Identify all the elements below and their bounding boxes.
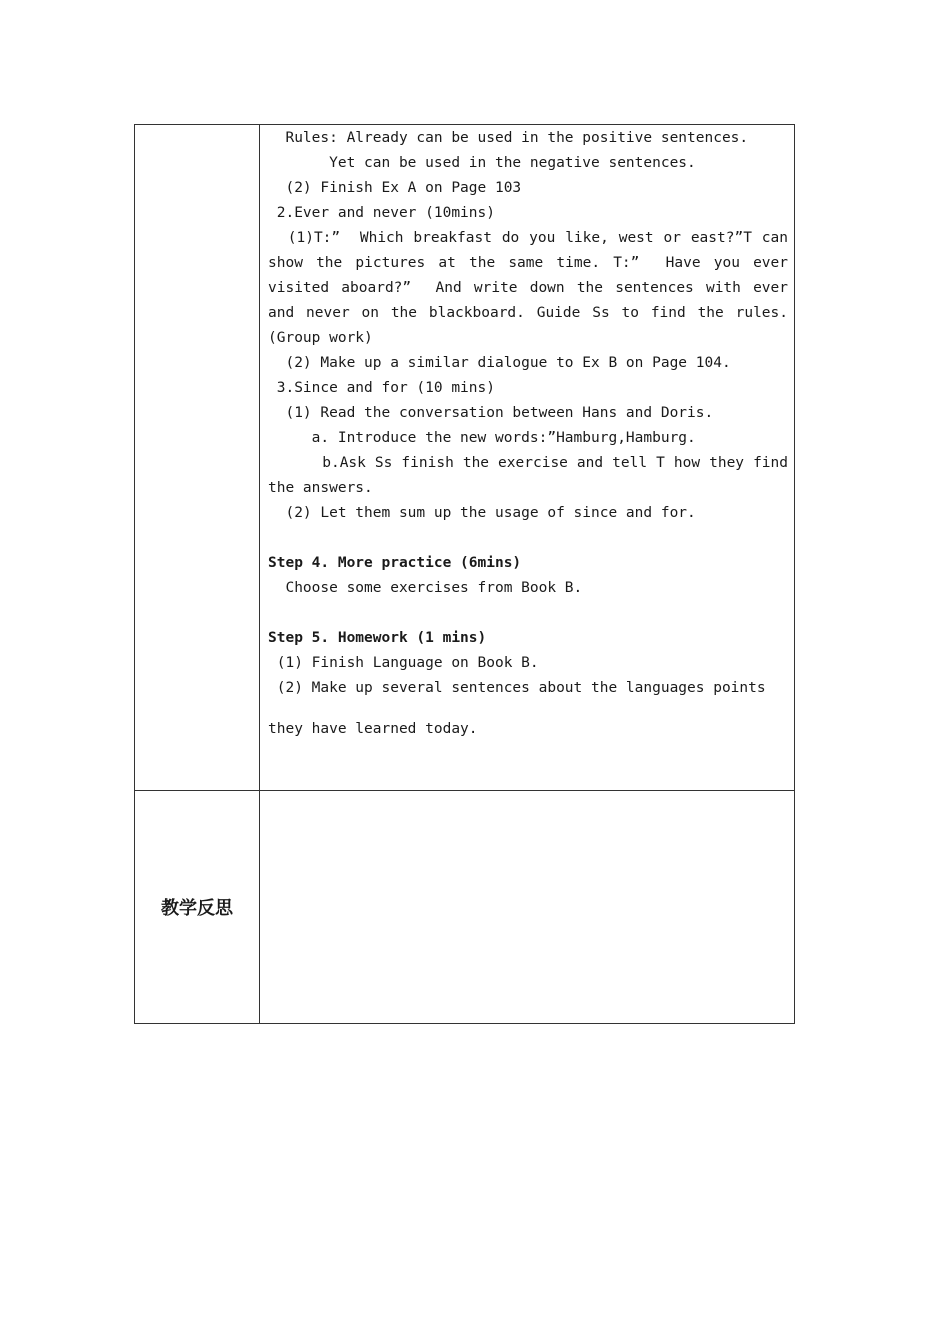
lesson-table	[134, 124, 795, 1024]
step5-item-2: (2) Make up several sentences about the languages points	[268, 680, 766, 696]
yet-line: Yet can be used in the negative sentences.	[268, 155, 696, 171]
step5-item-1: (1) Finish Language on Book B.	[268, 655, 539, 671]
step4-title: Step 4. More practice (6mins)	[268, 555, 522, 571]
exercise-paragraph: b.Ask Ss finish the exercise and tell T how they find the answers.	[268, 455, 797, 496]
since-for-heading: 3.Since and for (10 mins)	[268, 380, 495, 396]
procedure-cell	[268, 125, 797, 742]
reflection-label: 教学反思	[161, 898, 233, 919]
ever-never-heading: 2.Ever and never (10mins)	[268, 205, 495, 221]
step5-title: Step 5. Homework (1 mins)	[268, 630, 487, 646]
ever-never-paragraph: (1)T:” Which breakfast do you like, west or east?”T can show the pictures at the same time. T:” Have you ever visited aboard?” And write down the sentences with ever and never on the blackboard. Guide Ss to find the rules.(Group work)	[268, 230, 797, 346]
sum-up-line: (2) Let them sum up the usage of since and for.	[268, 505, 696, 521]
rules-line: Rules: Already can be used in the positive sentences.	[268, 130, 749, 146]
step4-text: Choose some exercises from Book B.	[268, 580, 583, 596]
new-words-line: a. Introduce the new words:”Hamburg,Hamburg.	[268, 430, 696, 446]
step5-continuation: they have learned today.	[268, 721, 478, 737]
read-conversation-line: (1) Read the conversation between Hans and Doris.	[268, 405, 714, 421]
finish-ex-a-line: (2) Finish Ex A on Page 103	[268, 180, 522, 196]
dialogue-line: (2) Make up a similar dialogue to Ex B on Page 104.	[268, 355, 731, 371]
column-divider	[259, 125, 260, 1023]
